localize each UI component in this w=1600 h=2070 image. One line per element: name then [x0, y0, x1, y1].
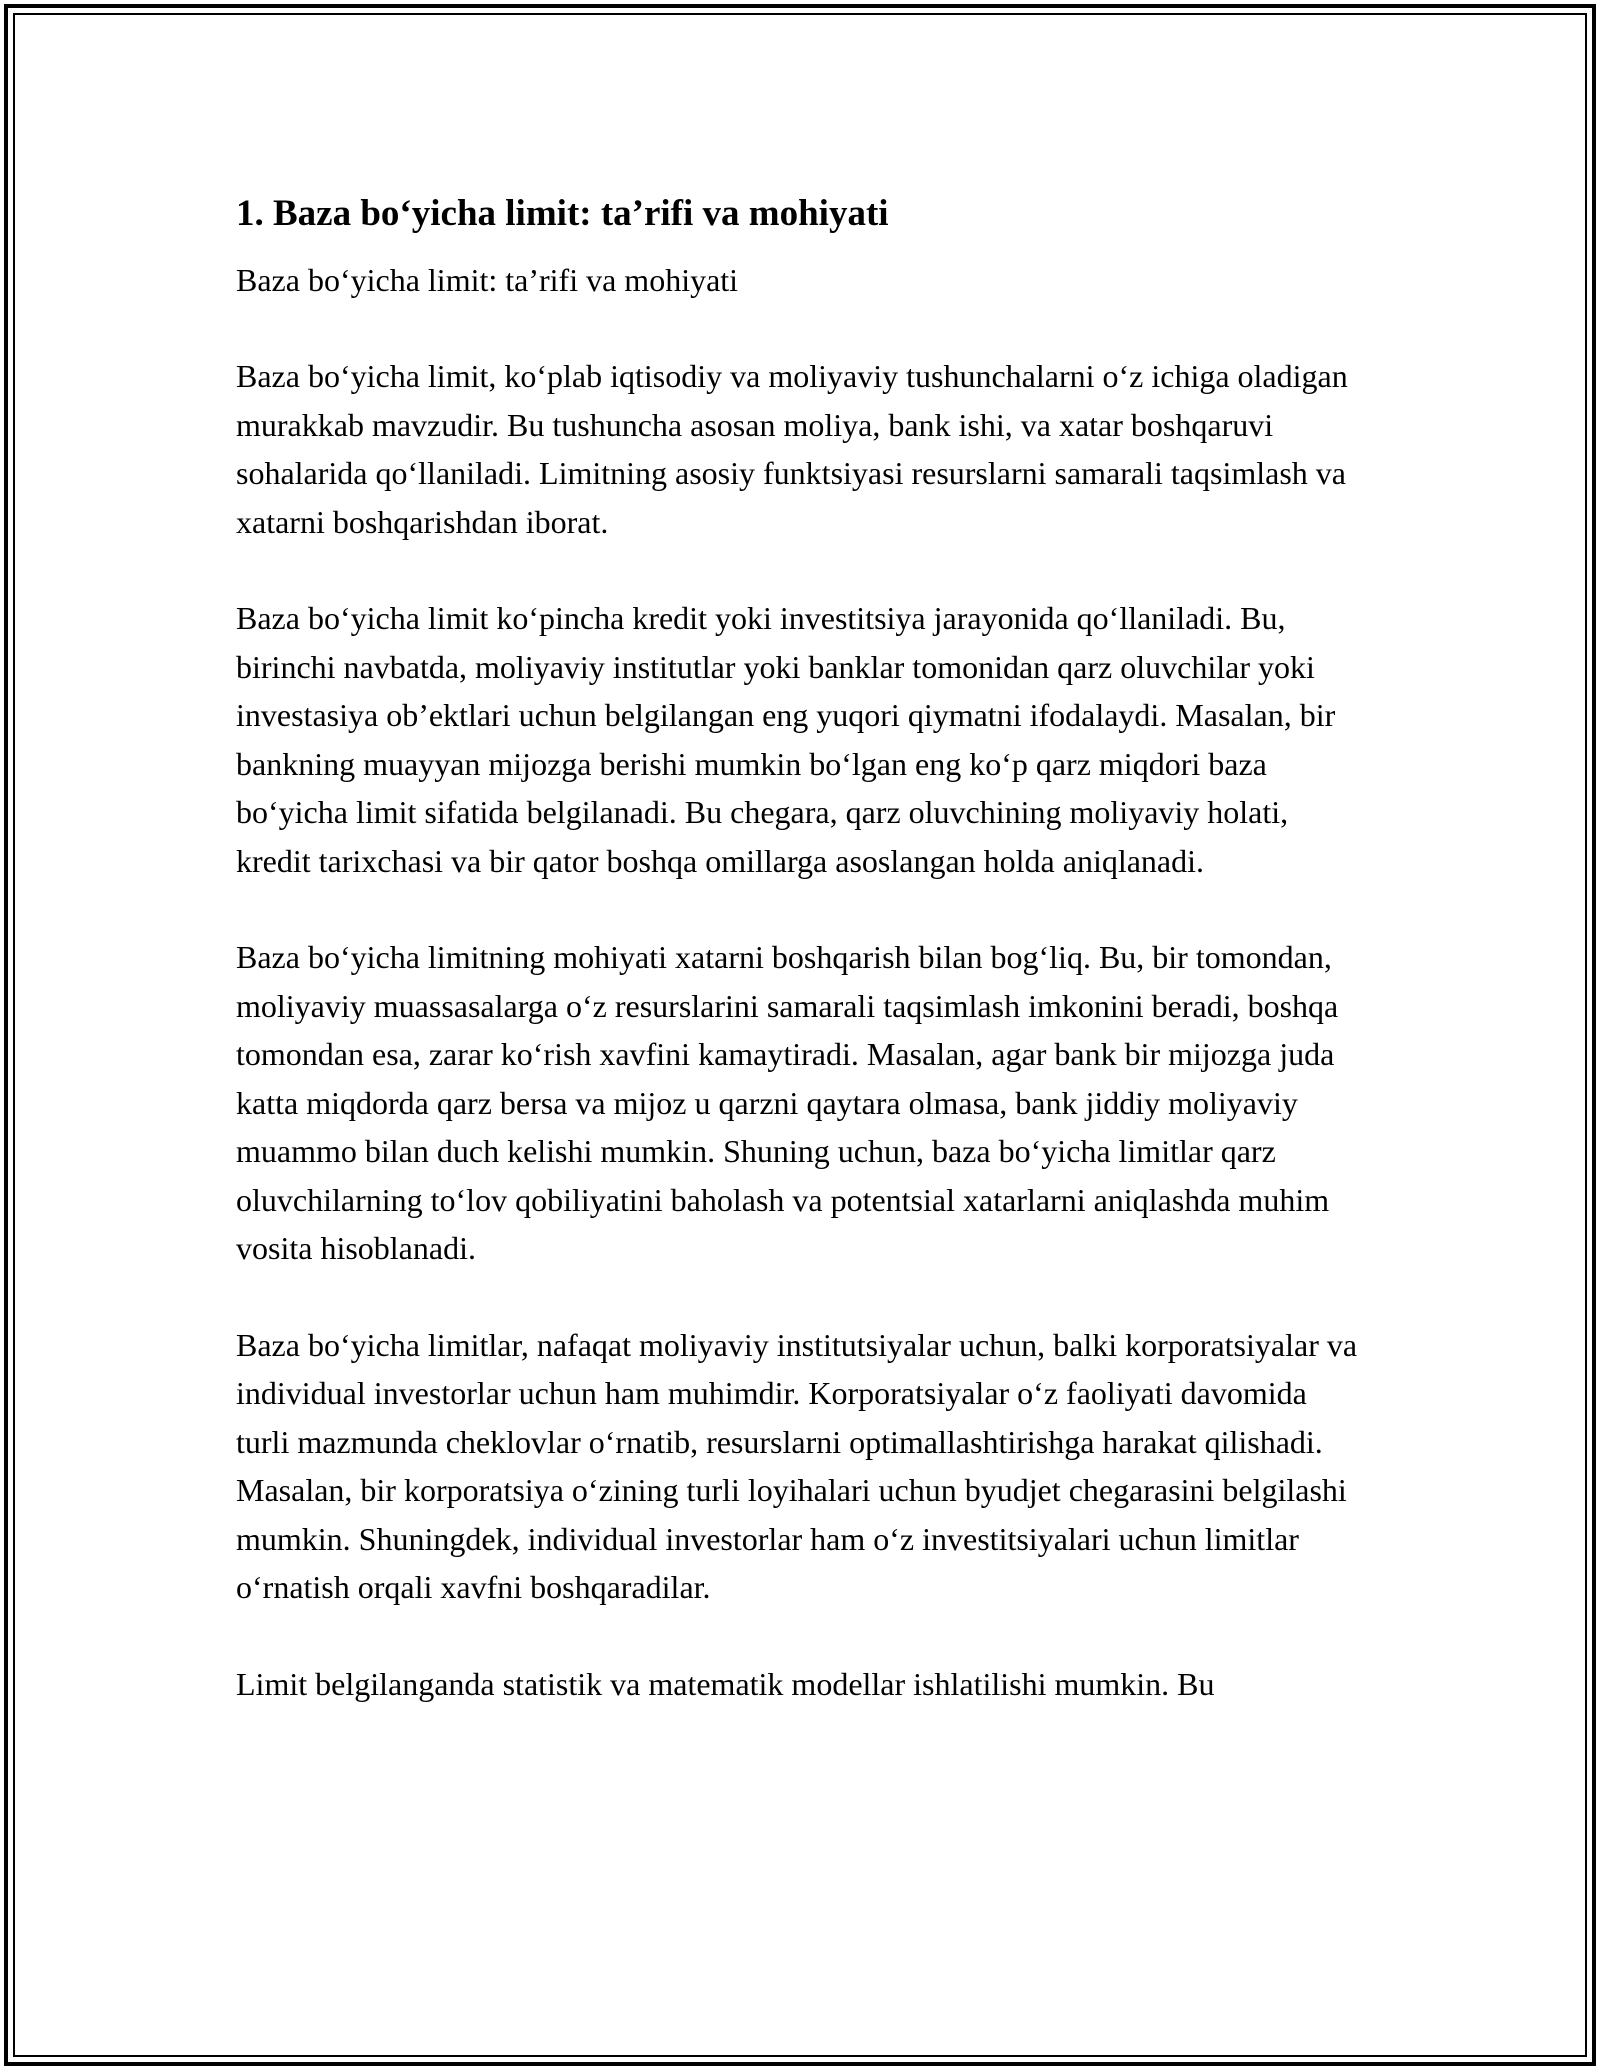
- section-subtitle: Baza bo‘yicha limit: ta’rifi va mohiyati: [236, 262, 739, 298]
- paragraph-5: Limit belgilanganda statistik va matematik modellar ishlatilishi mumkin. Bu: [236, 1665, 1215, 1702]
- document-body: [236, 186, 1366, 1756]
- paragraph-3: Baza bo‘yicha limitning mohiyati xatarni boshqarish bilan bog‘liq. Bu, bir tomondan, moliyaviy muassasalarga o‘z resurslarini samarali taqsimlash imkonini beradi, boshqa tomondan esa, zarar ko‘rish xavfini kamaytiradi. Masalan, agar bank bir mijozga juda katta miqdorda qarz bersa va mijoz u qarzni qaytara olmasa, bank jiddiy moliyaviy muammo bilan duch kelishi mumkin. Shuning uchun, baza bo‘yicha limitlar qarz oluvchilarning to‘lov qobiliyatini baholash va potentsial xatarlarni aniqlashda muhim vosita hisoblanadi.: [236, 939, 1339, 1266]
- paragraph-2: Baza bo‘yicha limit ko‘pincha kredit yoki investitsiya jarayonida qo‘llaniladi. Bu, birinchi navbatda, moliyaviy institutlar yoki banklar tomonidan qarz oluvchilar yoki investasiya ob’ektlari uchun belgilangan eng yuqori qiymatni ifodalaydi. Masalan, bir bankning muayyan mijozga berishi mumkin bo‘lgan eng ko‘p qarz miqdori baza bo‘yicha limit sifatida belgilanadi. Bu chegara, qarz oluvchining moliyaviy holati, kredit tarixchasi va bir qator boshqa omillarga asoslangan holda aniqlanadi.: [236, 600, 1336, 879]
- paragraph-4: Baza bo‘yicha limitlar, nafaqat moliyaviy institutsiyalar uchun, balki korporatsiyalar va individual investorlar uchun ham muhimdir. Korporatsiyalar o‘z faoliyati davomida turli mazmunda cheklovlar o‘rnatib, resurslarni optimallashtirishga harakat qilishadi. Masalan, bir korporatsiya o‘zining turli loyihalari uchun byudjet chegarasini belgilashi mumkin. Shuningdek, individual investorlar ham o‘z investitsiyalari uchun limitlar o‘rnatish orqali xavfni boshqaradilar.: [236, 1326, 1358, 1605]
- section-heading: 1. Baza bo‘yicha limit: ta’rifi va mohiyati: [236, 193, 889, 234]
- paragraph-1: Baza bo‘yicha limit, ko‘plab iqtisodiy va moliyaviy tushunchalarni o‘z ichiga oladigan murakkab mavzudir. Bu tushuncha asosan moliya, bank ishi, va xatar boshqaruvi sohalarida qo‘llaniladi. Limitning asosiy funktsiyasi resurslarni samarali taqsimlash va xatarni boshqarishdan iborat.: [236, 358, 1348, 540]
